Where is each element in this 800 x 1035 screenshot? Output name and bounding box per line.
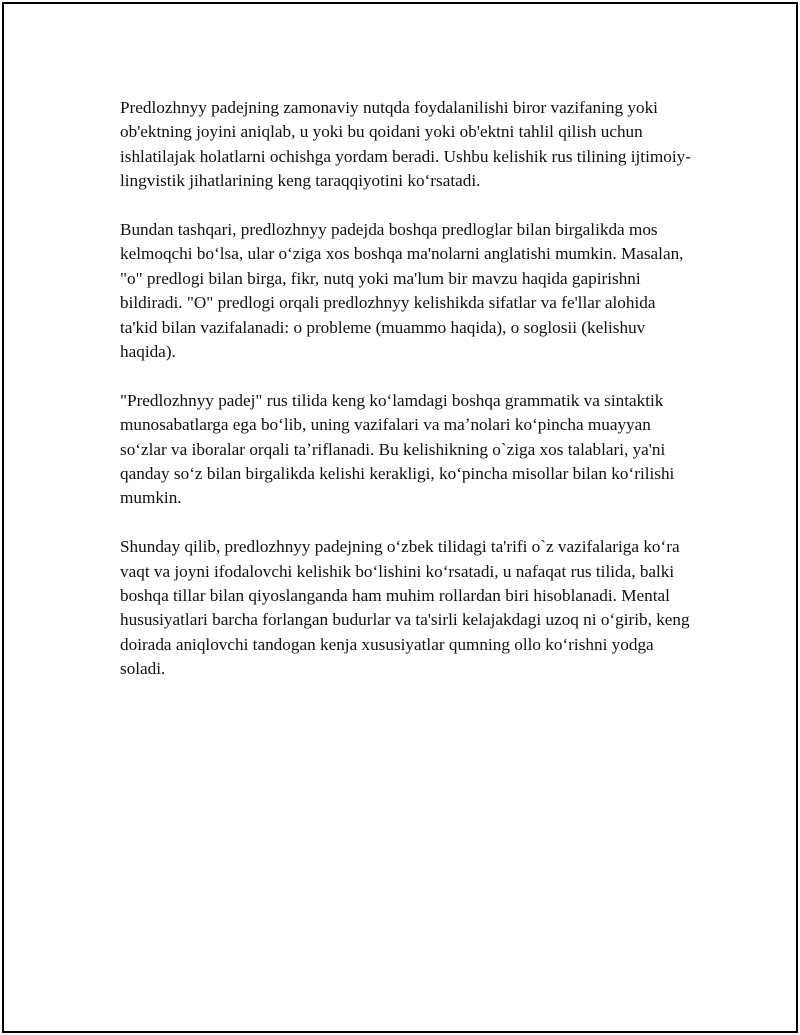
- paragraph-1: Predlozhnyy padejning zamonaviy nutqda foydalanilishi biror vazifaning yoki ob'ektning joyini aniqlab, u yoki bu qoidani yoki ob'ektni tahlil qilish uchun ishlatilajak holatlarni ochishga yordam beradi. Ushbu kelishik rus tilining ijtimoiy-lingvistik jihatlarining keng taraqqiyotini koʻrsatadi.: [120, 98, 691, 191]
- paragraph-3: "Predlozhnyy padej" rus tilida keng koʻlamdagi boshqa grammatik va sintaktik munosabatlarga ega boʻlib, uning vazifalari va maʼnolari koʻpincha muayyan soʻzlar va iboralar orqali taʼriflanadi. Bu kelishikning o`ziga xos talablari, ya'ni qanday soʻz bilan birgalikda kelishi kerakligi, koʻpincha misollar bilan koʻrilishi mumkin.: [120, 390, 675, 508]
- document-body: [120, 96, 692, 706]
- document-page: [2, 2, 798, 1033]
- paragraph-2: Bundan tashqari, predlozhnyy padejda boshqa predloglar bilan birgalikda mos kelmoqchi boʻlsa, ular oʻziga xos boshqa ma'nolarni anglatishi mumkin. Masalan, "o" predlogi bilan birga, fikr, nutq yoki ma'lum bir mavzu haqida gapirishni bildiradi. "O" predlogi orqali predlozhnyy kelishikda sifatlar va fe'llar alohida ta'kid bilan vazifalanadi: o probleme (muammo haqida), o soglosii (kelishuv haqida).: [120, 220, 684, 362]
- paragraph-4: Shunday qilib, predlozhnyy padejning oʻzbek tilidagi ta'rifi o`z vazifalariga koʻra vaqt va joyni ifodalovchi kelishik boʻlishini koʻrsatadi, u nafaqat rus tilida, balki boshqa tillar bilan qiyoslanganda ham muhim rollardan biri hisoblanadi. Mental hususiyatlari barcha forlangan budurlar va ta'sirli kelajakdagi uzoq ni oʻgirib, keng doirada aniqlovchi tandogan kenja xususiyatlar qumning ollo koʻrishni yodga soladi.: [120, 537, 690, 679]
